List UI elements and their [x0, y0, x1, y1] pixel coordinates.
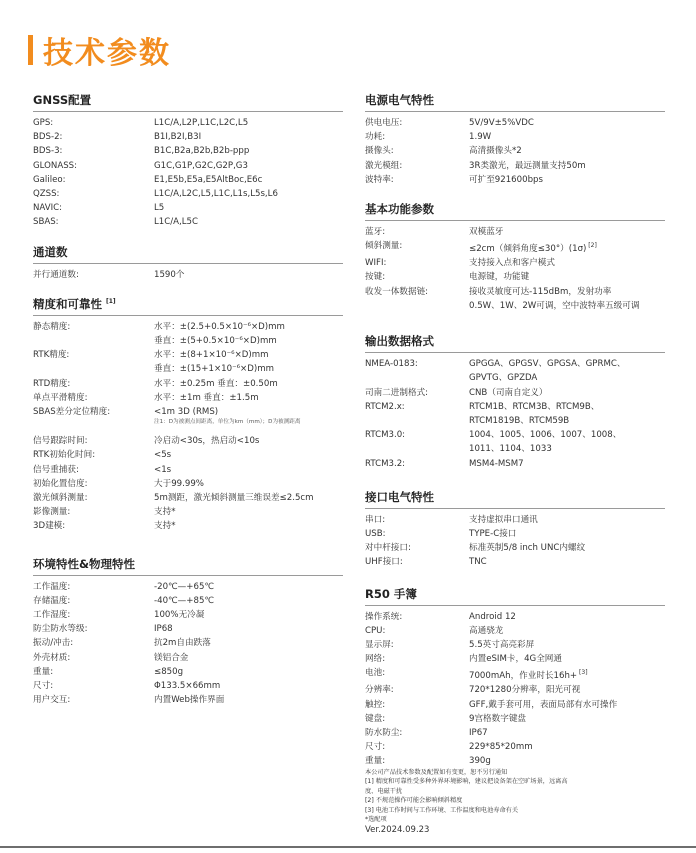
spec-row [365, 173, 665, 187]
section-title: 输出数据格式 [365, 333, 665, 353]
spec-row [33, 391, 343, 405]
spec-row [33, 608, 343, 622]
spec-key: BDS-2: [33, 132, 63, 143]
spec-row [365, 555, 665, 569]
spec-value: 100%无冷凝 [154, 610, 205, 621]
spec-value: 229*85*20mm [469, 742, 533, 753]
spec-rows [365, 610, 665, 769]
section-title: GNSS配置 [33, 92, 343, 112]
spec-row [365, 527, 665, 541]
section-title: 通道数 [33, 244, 343, 264]
spec-key: 工作温度: [33, 581, 71, 592]
spec-key: 电池: [365, 668, 386, 679]
spec-row [365, 712, 665, 726]
spec-value: 高清摄像头*2 [469, 146, 522, 157]
version-label: Ver.2024.09.23 [365, 825, 430, 836]
section-title: 电源电气特性 [365, 92, 665, 112]
spec-value: 接收灵敏度可达-115dBm，发射功率 [469, 286, 612, 297]
spec-value: 支持虚拟串口通讯 [469, 514, 538, 525]
footnote-line: 度、电磁干扰 [365, 787, 403, 795]
spec-row [365, 371, 665, 385]
section-environment [33, 556, 343, 708]
spec-key: 摄像头: [365, 146, 394, 157]
spec-rows [33, 268, 343, 282]
spec-key: 并行通道数: [33, 269, 79, 280]
spec-value: IP68 [154, 624, 173, 635]
spec-row [33, 651, 343, 665]
spec-row [33, 477, 343, 491]
spec-key: RTCM2.x: [365, 401, 405, 412]
spec-key: NMEA-0183: [365, 359, 418, 370]
spec-key [365, 442, 469, 456]
spec-row [33, 519, 343, 533]
spec-row [365, 683, 665, 697]
section-interface [365, 489, 665, 570]
spec-value: L5 [154, 203, 165, 214]
spec-value: CNB（司南自定义） [469, 387, 548, 398]
spec-key: 按键: [365, 272, 386, 283]
spec-key: BDS-3: [33, 146, 63, 157]
footnote-ref: [1] [106, 298, 116, 305]
section-gnss [33, 92, 343, 230]
section-accuracy [33, 296, 343, 534]
spec-key: 功耗: [365, 132, 386, 143]
spec-row [365, 159, 665, 173]
spec-row [365, 144, 665, 158]
spec-value: 标准英制5/8 inch UNC内螺纹 [469, 543, 586, 554]
spec-row [33, 348, 343, 362]
spec-key [33, 362, 154, 376]
spec-value: 7000mAh，作业时长16h+ [3] [469, 669, 588, 682]
spec-row [365, 513, 665, 527]
spec-row [33, 215, 343, 229]
spec-key: 倾斜测量: [365, 241, 403, 252]
section-title: 接口电气特性 [365, 489, 665, 509]
spec-key: 触控: [365, 699, 386, 710]
section-title-text: 精度和可靠性 [33, 296, 102, 311]
spec-value: 水平：±(2.5+0.5×10⁻⁶×D)mm [154, 321, 285, 332]
spec-value: 1590个 [154, 269, 185, 280]
spec-key: NAVIC: [33, 203, 63, 214]
spec-rows [33, 434, 343, 533]
spec-row [33, 201, 343, 215]
spec-key: 用户交互: [33, 695, 71, 706]
footnote-line: *选配项 [365, 816, 387, 824]
footnote-line: [2] 不规范操作可能会影响倾斜精度 [365, 797, 463, 805]
spec-value: GPVTG、GPZDA [469, 373, 538, 384]
spec-row [365, 256, 665, 270]
spec-rows [33, 580, 343, 708]
spec-key: 供电电压: [365, 118, 403, 128]
spec-row [33, 622, 343, 636]
spec-value: 抗2m自由跌落 [154, 638, 211, 649]
spec-value: <1m 3D (RMS) [154, 407, 219, 418]
footnote-ref: [3] [577, 669, 588, 677]
footnote-line: [1] 精度和可靠性受多种外界环境影响，建议把设备架在空旷场景，远离高 [365, 778, 568, 786]
spec-row [365, 638, 665, 652]
spec-value: RTCM1819B、RTCM59B [469, 415, 570, 426]
spec-row [33, 448, 343, 462]
spec-key: 信号跟踪时间: [33, 436, 88, 447]
section-channels [33, 244, 343, 282]
spec-key: UHF接口: [365, 557, 403, 568]
footnote-line: 本公司产品技术参数及配置如有变更，恕不另行通知 [365, 769, 508, 776]
spec-row [33, 665, 343, 679]
page-title: 技术参数 [43, 36, 171, 71]
spec-value: 5V/9V±5%VDC [469, 118, 534, 128]
spec-row [33, 434, 343, 448]
spec-value: 镁铝合金 [154, 652, 189, 663]
spec-value: B1C,B2a,B2b,B2b-ppp [154, 146, 250, 157]
spec-key: 静态精度: [33, 321, 71, 332]
footnote-ref: [2] [586, 242, 597, 250]
spec-value: 高通骁龙 [469, 625, 504, 636]
spec-key: SBAS: [33, 217, 59, 228]
spec-key: 重量: [365, 756, 386, 767]
spec-value: 390g [469, 756, 491, 767]
spec-key: 键盘: [365, 713, 386, 724]
spec-row [33, 463, 343, 477]
section-title [33, 296, 343, 316]
spec-value: MSM4-MSM7 [469, 458, 524, 469]
spec-row [33, 144, 343, 158]
spec-value: <1s [154, 464, 172, 475]
spec-value: 720*1280分辨率，阳光可视 [469, 685, 581, 696]
spec-key: 网络: [365, 654, 386, 665]
spec-value: 水平：±(8+1×10⁻⁶×D)mm [154, 350, 269, 361]
spec-rows [365, 116, 665, 187]
spec-value: 可扩至921600bps [469, 174, 543, 185]
spec-row [33, 320, 343, 334]
page-title-block [28, 28, 171, 72]
spec-value: 水平：±0.25m 垂直：±0.50m [154, 378, 278, 389]
spec-value: ≤850g [154, 666, 184, 677]
spec-key: RTK精度: [33, 350, 70, 361]
spec-value: 冷启动<30s，热启动<10s [154, 436, 260, 447]
footnote-line: [3] 电池工作时间与工作环境、工作温度和电池寿命有关 [365, 806, 519, 814]
spec-row [365, 285, 665, 299]
spec-row [33, 187, 343, 201]
spec-row [365, 130, 665, 144]
spec-key [365, 299, 469, 313]
spec-value: 支持* [154, 521, 176, 532]
spec-value: GPGGA、GPGSV、GPGSA、GPRMC、 [469, 359, 626, 370]
spec-row [365, 400, 665, 414]
spec-row [33, 580, 343, 594]
spec-value: G1C,G1P,G2C,G2P,G3 [154, 160, 248, 171]
spec-rows [365, 357, 665, 471]
section-basic [365, 201, 665, 313]
spec-row [365, 754, 665, 768]
spec-row [365, 442, 665, 456]
spec-key: 蓝牙: [365, 227, 386, 238]
spec-key: 外壳材质: [33, 652, 71, 663]
spec-row [365, 428, 665, 442]
spec-value: 垂直：±(15+1×10⁻⁶×D)mm [154, 364, 274, 375]
spec-row [33, 636, 343, 650]
section-handbook [365, 586, 665, 769]
right-column [365, 92, 665, 783]
spec-row [365, 457, 665, 471]
spec-key: 激光模组: [365, 160, 403, 171]
spec-row [33, 334, 343, 348]
spec-rows [365, 513, 665, 570]
spec-key: 初始化置信度: [33, 478, 88, 489]
spec-key: 防水防尘: [365, 728, 403, 739]
spec-key [365, 371, 469, 385]
spec-row [365, 740, 665, 754]
spec-key: WIFI: [365, 258, 387, 269]
spec-value: 0.5W、1W、2W可调，空中波特率五级可调 [469, 300, 640, 311]
spec-value: 9宫格数字键盘 [469, 713, 527, 724]
spec-row [365, 610, 665, 624]
spec-row [365, 698, 665, 712]
spec-row [365, 299, 665, 313]
spec-key: 分辨率: [365, 685, 394, 696]
spec-row [365, 624, 665, 638]
spec-value: 1.9W [469, 132, 492, 143]
spec-key: Galileo: [33, 174, 66, 185]
spec-row [365, 541, 665, 555]
spec-row [33, 159, 343, 173]
spec-key: 重量: [33, 666, 54, 677]
spec-key: 操作系统: [365, 611, 403, 622]
spec-key: 对中杆接口: [365, 543, 411, 554]
spec-value: L1C/A,L2P,L1C,L2C,L5 [154, 118, 249, 128]
spec-row [365, 225, 665, 239]
spec-key: 工作湿度: [33, 610, 71, 621]
spec-value: 内置Web操作界面 [154, 695, 225, 706]
spec-rows [365, 225, 665, 313]
spec-value: GFF,戴手套可用，表面局部有水可操作 [469, 699, 618, 710]
spec-key: CPU: [365, 625, 386, 636]
spec-value: L1C/A,L2C,L5,L1C,L1s,L5s,L6 [154, 189, 278, 200]
spec-key: 振动/冲击: [33, 638, 74, 649]
spec-value: 5m测距，激光倾斜测量三维误差≤2.5cm [154, 493, 314, 504]
spec-value: Android 12 [469, 611, 516, 622]
spec-key: RTD精度: [33, 378, 71, 389]
spec-rows [33, 116, 343, 230]
spec-value: RTCM1B、RTCM3B、RTCM9B、 [469, 401, 600, 412]
spec-row [365, 270, 665, 284]
spec-row [365, 239, 665, 256]
spec-key: 收发一体数据链: [365, 286, 429, 297]
section-title: 环境特性&物理特性 [33, 556, 343, 576]
spec-row [33, 116, 343, 130]
spec-row [33, 505, 343, 519]
spec-key: 显示屏: [365, 639, 394, 650]
spec-value: 支持接入点和客户模式 [469, 258, 555, 269]
spec-key [33, 334, 154, 348]
spec-row [33, 362, 343, 376]
spec-value: L1C/A,L5C [154, 217, 199, 228]
spec-row [33, 491, 343, 505]
spec-key: 单点平滑精度: [33, 392, 88, 403]
section-power [365, 92, 665, 187]
bottom-divider [0, 846, 696, 848]
spec-key: 激光倾斜测量: [33, 493, 88, 504]
spec-rows [33, 320, 343, 419]
spec-row [365, 652, 665, 666]
spec-row [33, 130, 343, 144]
spec-value: B1I,B2I,B3I [154, 132, 202, 143]
spec-value: 内置eSIM卡，4G全网通 [469, 654, 562, 665]
spec-key: GLONASS: [33, 160, 78, 171]
spec-value: 1011、1104、1033 [469, 444, 552, 455]
spec-key: 尺寸: [33, 681, 54, 692]
section-title: 基本功能参数 [365, 201, 665, 221]
spec-key: GPS: [33, 118, 54, 128]
spec-row [33, 268, 343, 282]
spec-value: TNC [469, 557, 487, 568]
spec-key: 存储温度: [33, 595, 71, 606]
spec-row [33, 377, 343, 391]
spec-value: -40℃—+85℃ [154, 595, 215, 606]
spec-row [33, 679, 343, 693]
spec-row [33, 594, 343, 608]
spec-key: RTCM3.0: [365, 430, 406, 441]
left-column [33, 92, 343, 722]
spec-row [365, 414, 665, 428]
spec-value: <5s [154, 450, 172, 461]
spec-value: -20℃—+65℃ [154, 581, 215, 592]
spec-value: 1004、1005、1006、1007、1008、 [469, 430, 622, 441]
spec-key: 串口: [365, 514, 386, 525]
spec-key: 影像测量: [33, 507, 71, 518]
spec-key: 防尘防水等级: [33, 624, 88, 635]
spec-value: 水平：±1m 垂直：±1.5m [154, 392, 259, 403]
spec-key: 信号重捕获: [33, 464, 79, 475]
spec-row [365, 357, 665, 371]
section-output [365, 333, 665, 471]
spec-value: 大于99.99% [154, 478, 204, 489]
spec-value: ≤2cm（倾斜角度≤30°）(1σ) [2] [469, 242, 597, 255]
spec-value: 3R类激光，最远测量支持50m [469, 160, 586, 171]
footnote-lines [365, 768, 675, 824]
spec-row [365, 726, 665, 740]
spec-key: SBAS差分定位精度: [33, 407, 111, 418]
spec-row [365, 116, 665, 130]
spec-key: RTCM3.2: [365, 458, 406, 469]
spec-value: E1,E5b,E5a,E5AltBoc,E6c [154, 174, 263, 185]
spec-row [33, 173, 343, 187]
spec-key: QZSS: [33, 189, 60, 200]
spec-value: IP67 [469, 728, 488, 739]
spec-key: USB: [365, 528, 386, 539]
spec-value: 支持* [154, 507, 176, 518]
footnotes [365, 768, 675, 836]
section-title: R50 手簿 [365, 586, 665, 606]
spec-key: RTK初始化时间: [33, 450, 96, 461]
spec-value: 双模蓝牙 [469, 227, 504, 238]
spec-row [33, 693, 343, 707]
spec-value: Φ133.5×66mm [154, 681, 221, 692]
spec-key: 3D建模: [33, 521, 66, 532]
spec-row [365, 666, 665, 683]
spec-row [365, 386, 665, 400]
spec-key: 波特率: [365, 174, 394, 185]
spec-value: 垂直：±(5+0.5×10⁻⁶×D)mm [154, 336, 277, 347]
spec-key [365, 414, 469, 428]
spec-value: 电源键，功能键 [469, 272, 530, 283]
spec-value: 5.5英寸高亮彩屏 [469, 639, 535, 650]
sbas-note: 注1：D为被测点间距离，单位为km（mm）；D为被测距离 [154, 419, 301, 426]
spec-key: 尺寸: [365, 742, 386, 753]
sbas-note-row [33, 419, 343, 426]
title-accent-bar [28, 35, 33, 65]
spec-key: 司南二进制格式: [365, 387, 429, 398]
spec-row [33, 405, 343, 419]
spec-value: TYPE-C接口 [469, 528, 517, 539]
